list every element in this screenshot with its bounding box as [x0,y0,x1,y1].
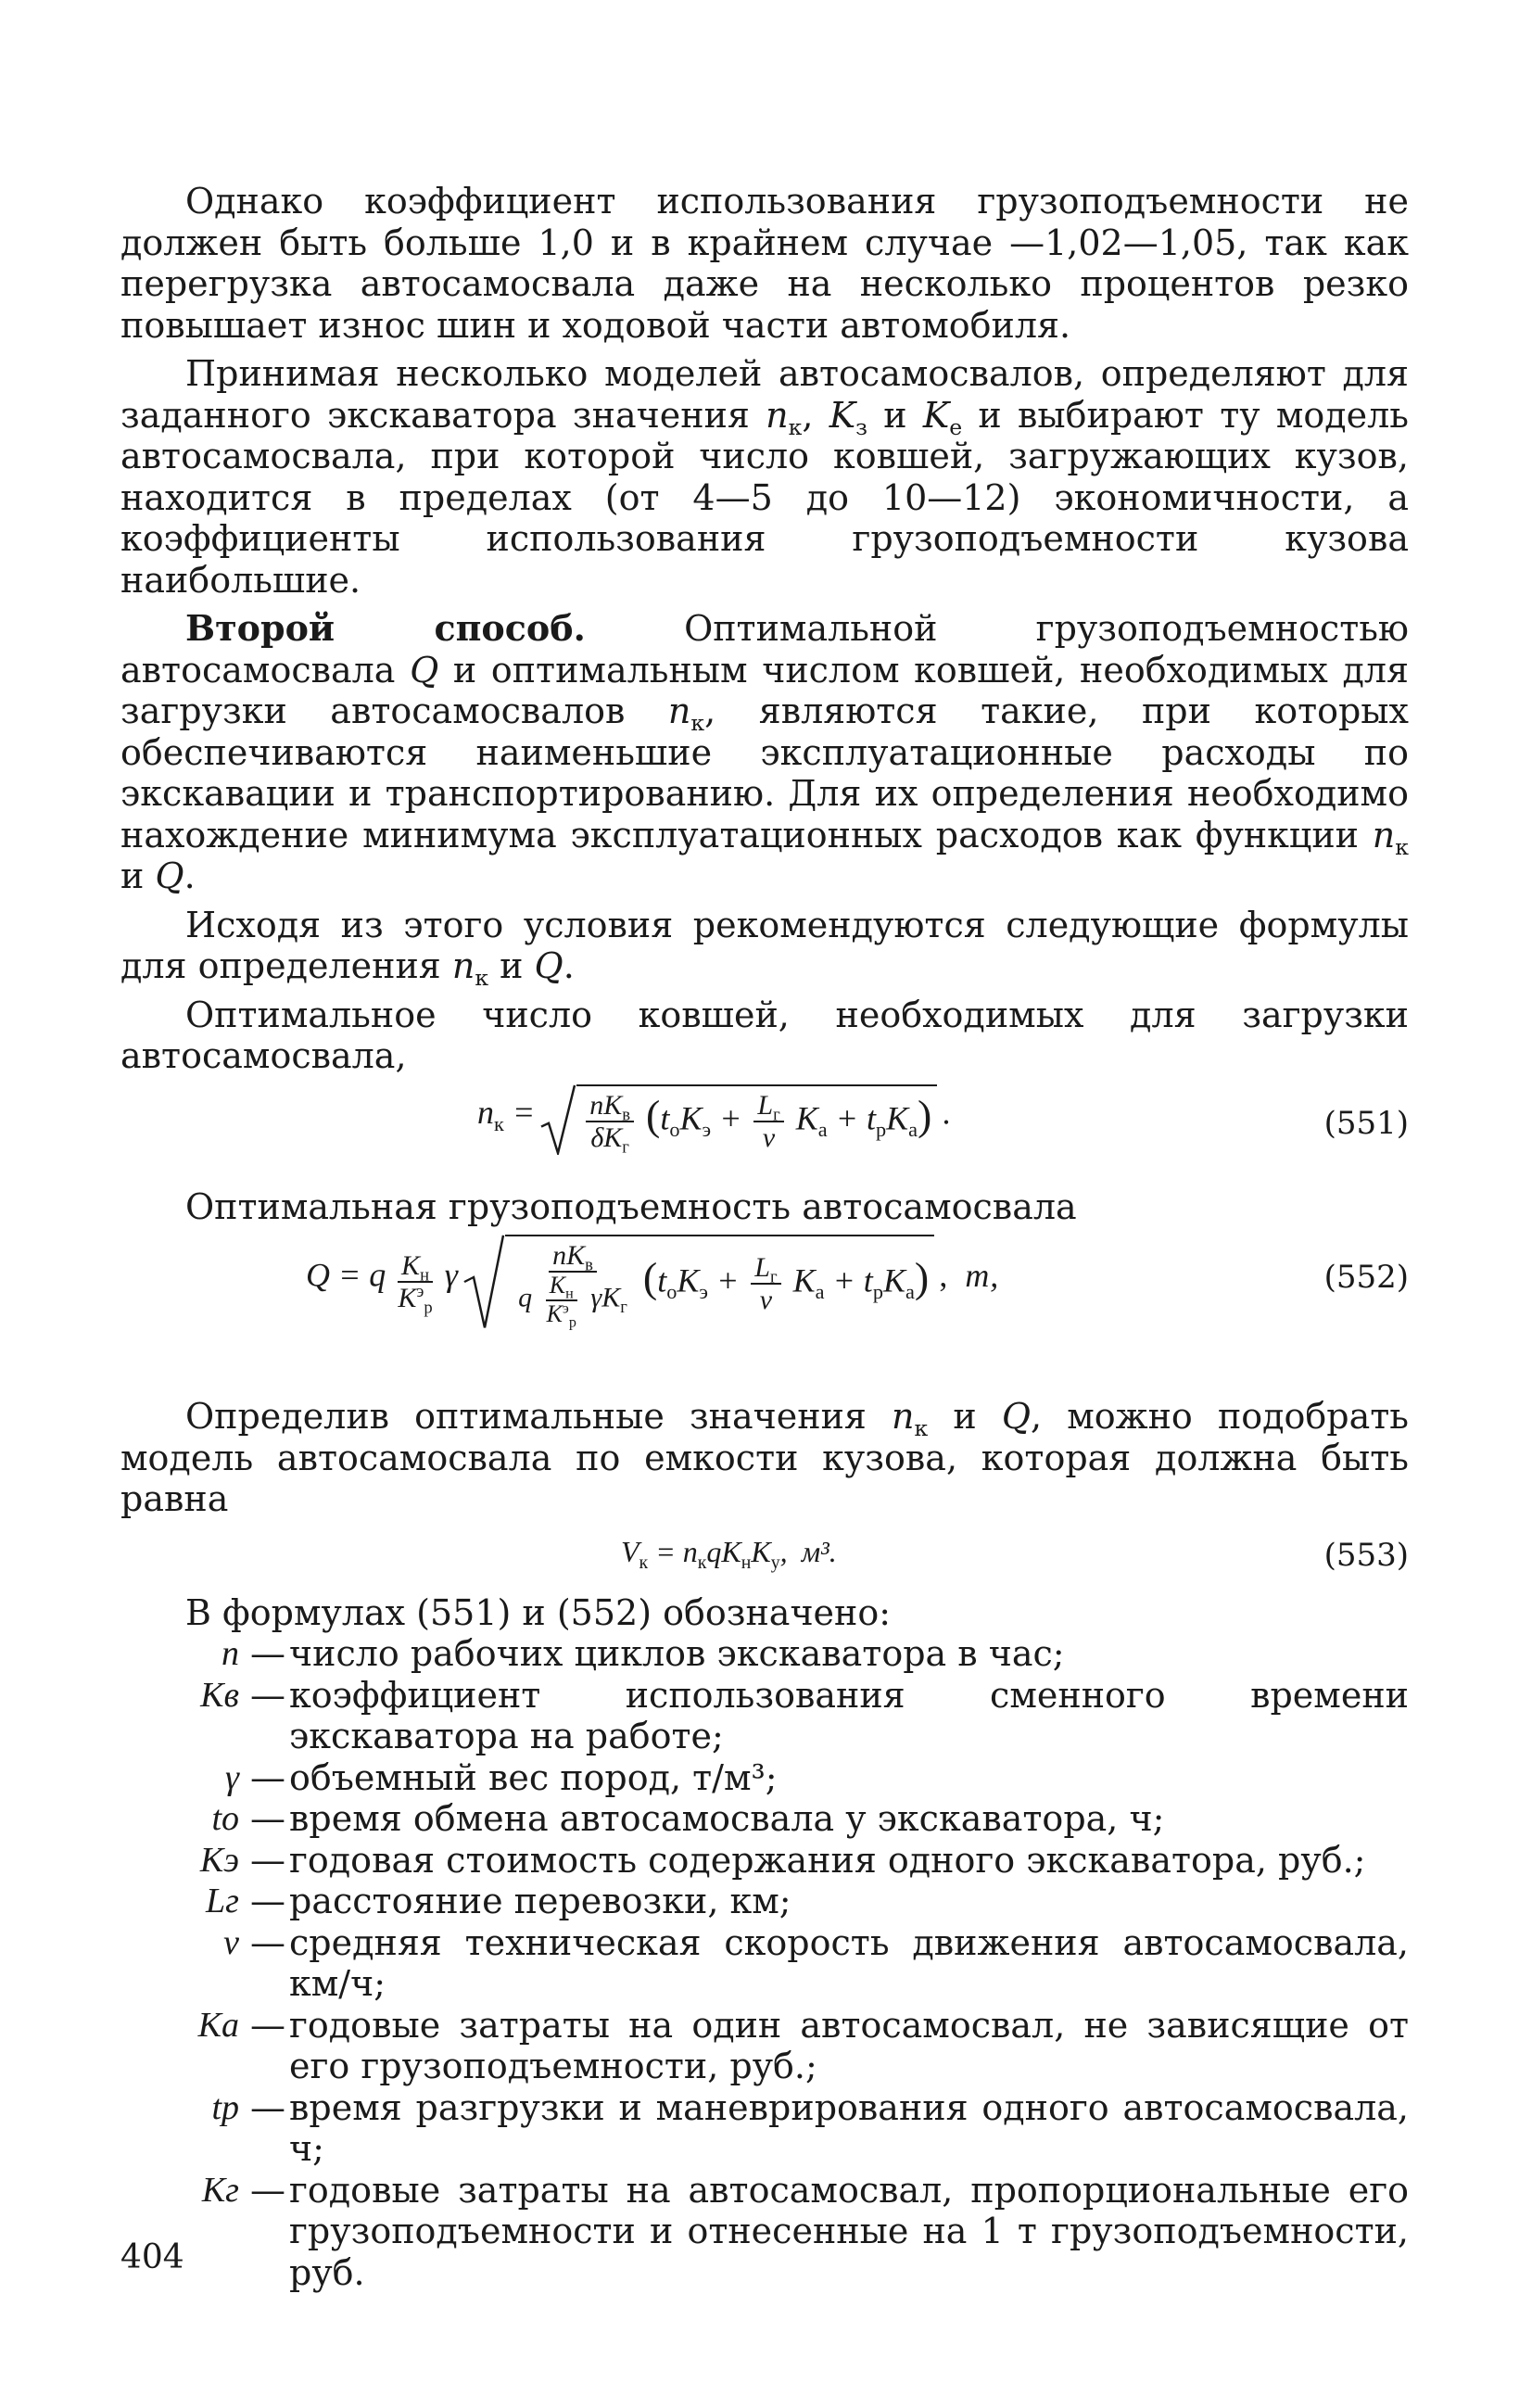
formula-551: $n_к$ = $\frac{nK_в}{\delta K_г}$ ($t_оK_э$ + $\frac{L_г}{v}$ $K_а + t_рK_а$) . (551) [120,1084,1409,1173]
legend-item: v — средняя техническая скорость движения автосамосвала, км/ч; [223,1921,1409,2004]
paragraph-7: Определив оптимальные значения $n_к$ и Q, можно подобрать модель автосамосвала по емкости кузова, которая должна быть равна [120,1396,1409,1519]
paragraph-3: Второй способ. Оптимальной грузоподъемностью автосамосвала Q и оптимальным числом ковшей, необходимых для загрузки автосамосвалов $n_к$, являются такие, при которых обеспечиваются наименьшие эксплуатационные расходы по экскавации и транспортированию. Для их определения необходимо нахождение минимума эксплуатационных расходов как функции $n_к$ и Q. [120,607,1409,896]
paragraph-6: Оптимальная грузоподъемность автосамосвала [185,1185,1077,1227]
equation-number-552: (552) [1323,1259,1409,1296]
paragraph-1: Однако коэффициент использования грузоподъемности не должен быть больше 1,0 и в крайнем случае —1,02—1,05, так как перегрузка автосамосвала даже на несколько процентов резко повышает износ шин и ходовой части автомобиля. [120,181,1409,346]
page-number: 404 [120,2238,184,2276]
formula-552-unit: т, [965,1256,999,1294]
equation-number-551: (551) [1323,1104,1409,1142]
formula-552: Q = q $\frac{K_н}{K^э_р}$ γ $nK_в$ q $\frac{K_н}{K^э_р}$ $\gamma K_г$ ($t_оK_э$ + $\frac{L_г}{v}$ $K_а + t_рK_а$) , т, (552) [120,1235,1409,1374]
formula-553-unit: м³. [801,1534,837,1568]
paragraph-5: Оптимальное число ковшей, необходимых для загрузки автосамосвала, [120,994,1409,1076]
formula-553: $V_к = n_кqK_нK_у$, м³. (553) [621,1534,1409,1574]
page-body [120,181,1409,2293]
legend-item: Lг — расстояние перевозки, км; [206,1881,791,1921]
legend-item: tр — время разгрузки и маневрирования одного автосамосвала, ч; [211,2086,1409,2169]
legend-item: n — число рабочих циклов экскаватора в час; [222,1633,1065,1674]
legend-item: Kг — годовые затраты на автосамосвал, пропорциональные его грузоподъемности и отнесенные на 1 т грузоподъемности, руб. [201,2169,1409,2293]
legend-item: Kэ — годовая стоимость содержания одного экскаватора, руб.; [199,1839,1366,1881]
legend-item: Kв — коэффициент использования сменного времени экскаватора на работе; [200,1674,1409,1756]
equation-number-553: (553) [1323,1536,1409,1574]
section-heading: Второй способ. [185,607,586,649]
legend-item: γ — объемный вес пород, т/м³; [225,1756,778,1798]
paragraph-4: Исходя из этого условия рекомендуются следующие формулы для определения $n_к$ и Q. [120,904,1409,992]
legend-item: tо — время обмена автосамосвала у экскаватора, ч; [211,1798,1165,1839]
paragraph-2: Принимая несколько моделей автосамосвалов, определяют для заданного экскаватора значения $n_к$, $K_з$ и $K_е$ и выбирают ту модель автосамосвала, при которой число ковшей, загружающих кузов, находится в пределах (от 4—5 до 10—12) экономичности, а коэффициенты использования грузоподъемности кузова наибольшие. [120,353,1409,601]
legend-item: Kа — годовые затраты на один автосамосвал, не зависящие от его грузоподъемности, руб.; [197,2004,1409,2086]
legend-list [120,1633,1409,2293]
legend-intro: В формулах (551) и (552) обозначено: [185,1591,892,1633]
